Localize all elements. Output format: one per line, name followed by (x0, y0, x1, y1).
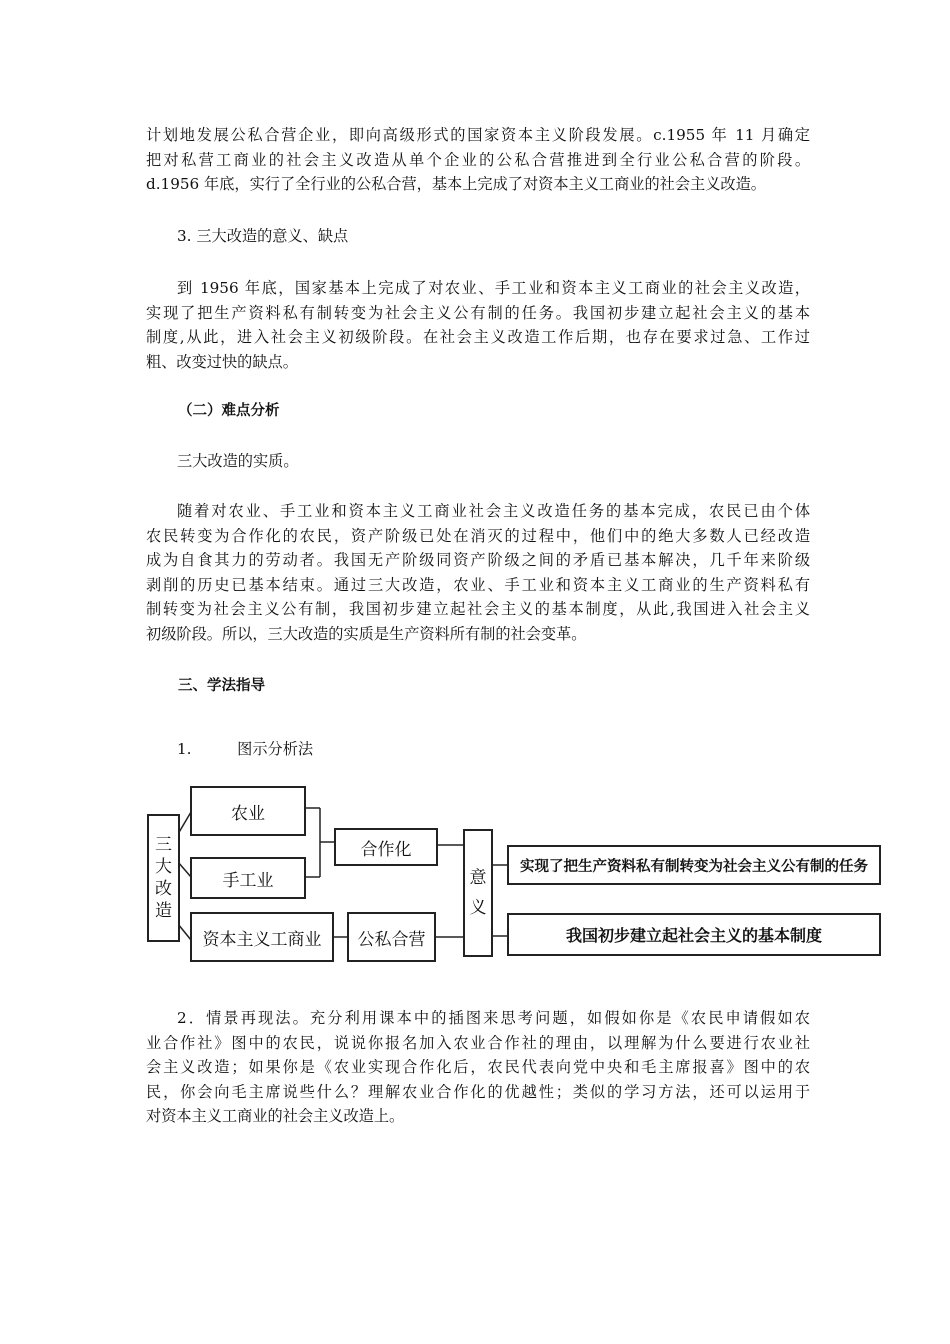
root-char: 造 (155, 901, 172, 921)
text-line: 初级阶段。所以，三大改造的实质是生产资料所有制的社会变革。 (146, 624, 587, 643)
text-line: 制度,从此，进入社会主义初级阶段。在社会主义改造工作后期，也存在要求过急、工作过 (146, 328, 810, 347)
box-label: 手工业 (222, 870, 274, 891)
text-line: d.1956 年底，实行了全行业的公私合营，基本上完成了对资本主义工商业的社会主义改造。 (146, 175, 766, 194)
method-number: 1. (177, 740, 192, 758)
text-line: 业合作社》图中的农民，说说你报名加入农业合作社的理由，以理解为什么要进行农业社 (146, 1033, 810, 1052)
text-line: 粗、改变过快的缺点。 (146, 352, 298, 371)
cooperation-box (334, 828, 438, 866)
text-line: 实现了把生产资料私有制转变为社会主义公有制的任务。我国初步建立起社会主义的基本 (146, 303, 810, 322)
text-line: 农民转变为合作化的农民，资产阶级已处在消灭的过程中，他们中的绝大多数人已经改造 (146, 526, 810, 545)
topic-text: 三大改造的实质。 (177, 452, 299, 470)
text-line: 把对私营工商业的社会主义改造从单个企业的公私合营推进到全行业公私合营的阶段。 (146, 150, 810, 169)
text-line: 剥削的历史已基本结束。通过三大改造，农业、手工业和资本主义工商业的生产资料私有 (146, 575, 810, 594)
text-line: 对资本主义工商业的社会主义改造上。 (146, 1107, 405, 1126)
root-char: 改 (155, 879, 172, 899)
subheading-text: 3. 三大改造的意义、缺点 (177, 227, 349, 245)
text-line: 民，你会向毛主席说些什么？理解农业合作化的优越性；类似的学习方法，还可以运用于 (146, 1082, 810, 1101)
text-line: 2．情景再现法。充分利用课本中的插图来思考问题，如假如你是《农民申请假如农 (177, 1009, 810, 1027)
box-label: 实现了把生产资料私有制转变为社会主义公有制的任务 (520, 858, 868, 875)
agriculture-box (190, 786, 306, 836)
heading-text: （二）难点分析 (178, 403, 280, 419)
box-label: 公私合营 (357, 929, 426, 950)
root-box-three-transformations (147, 814, 180, 942)
box-label: 资本主义工商业 (202, 929, 322, 950)
text-line: 制转变为社会主义公有制，我国初步建立起社会主义的基本制度，从此,我国进入社会主义 (146, 600, 810, 619)
method-title: 图示分析法 (237, 740, 314, 758)
method-2-paragraph (146, 1006, 810, 1129)
text-line: 随着对农业、手工业和资本主义工商业社会主义改造任务的基本完成，农民已由个体 (177, 502, 810, 520)
box-label: 农业 (231, 803, 265, 824)
result-1-box (507, 845, 881, 885)
box-label: 我国初步建立起社会主义的基本制度 (565, 926, 822, 945)
root-char: 三 (155, 835, 172, 855)
result-2-box (507, 913, 881, 956)
text-line: 成为自食其力的劳动者。我国无产阶级同资产阶级之间的矛盾已基本解决，几千年来阶级 (146, 551, 810, 570)
text-line: 到 1956 年底，国家基本上完成了对农业、手工业和资本主义工商业的社会主义改造， (177, 279, 810, 297)
heading-text: 三、学法指导 (178, 678, 265, 694)
joint-venture-box (347, 912, 436, 962)
text-line: 会主义改造；如果你是《农业实现合作化后，农民代表向党中央和毛主席报喜》图中的农 (146, 1058, 810, 1077)
handicraft-box (190, 857, 306, 899)
root-char: 大 (155, 857, 172, 877)
capitalist-industry-box (190, 912, 334, 962)
box-label: 合作化 (360, 839, 412, 860)
text-line: 计划地发展公私合营企业，即向高级形式的国家资本主义阶段发展。c.1955 年 11 月确定 (146, 126, 810, 144)
significance-char: 义 (469, 898, 487, 918)
significance-char: 意 (469, 868, 487, 888)
significance-box (463, 829, 493, 957)
